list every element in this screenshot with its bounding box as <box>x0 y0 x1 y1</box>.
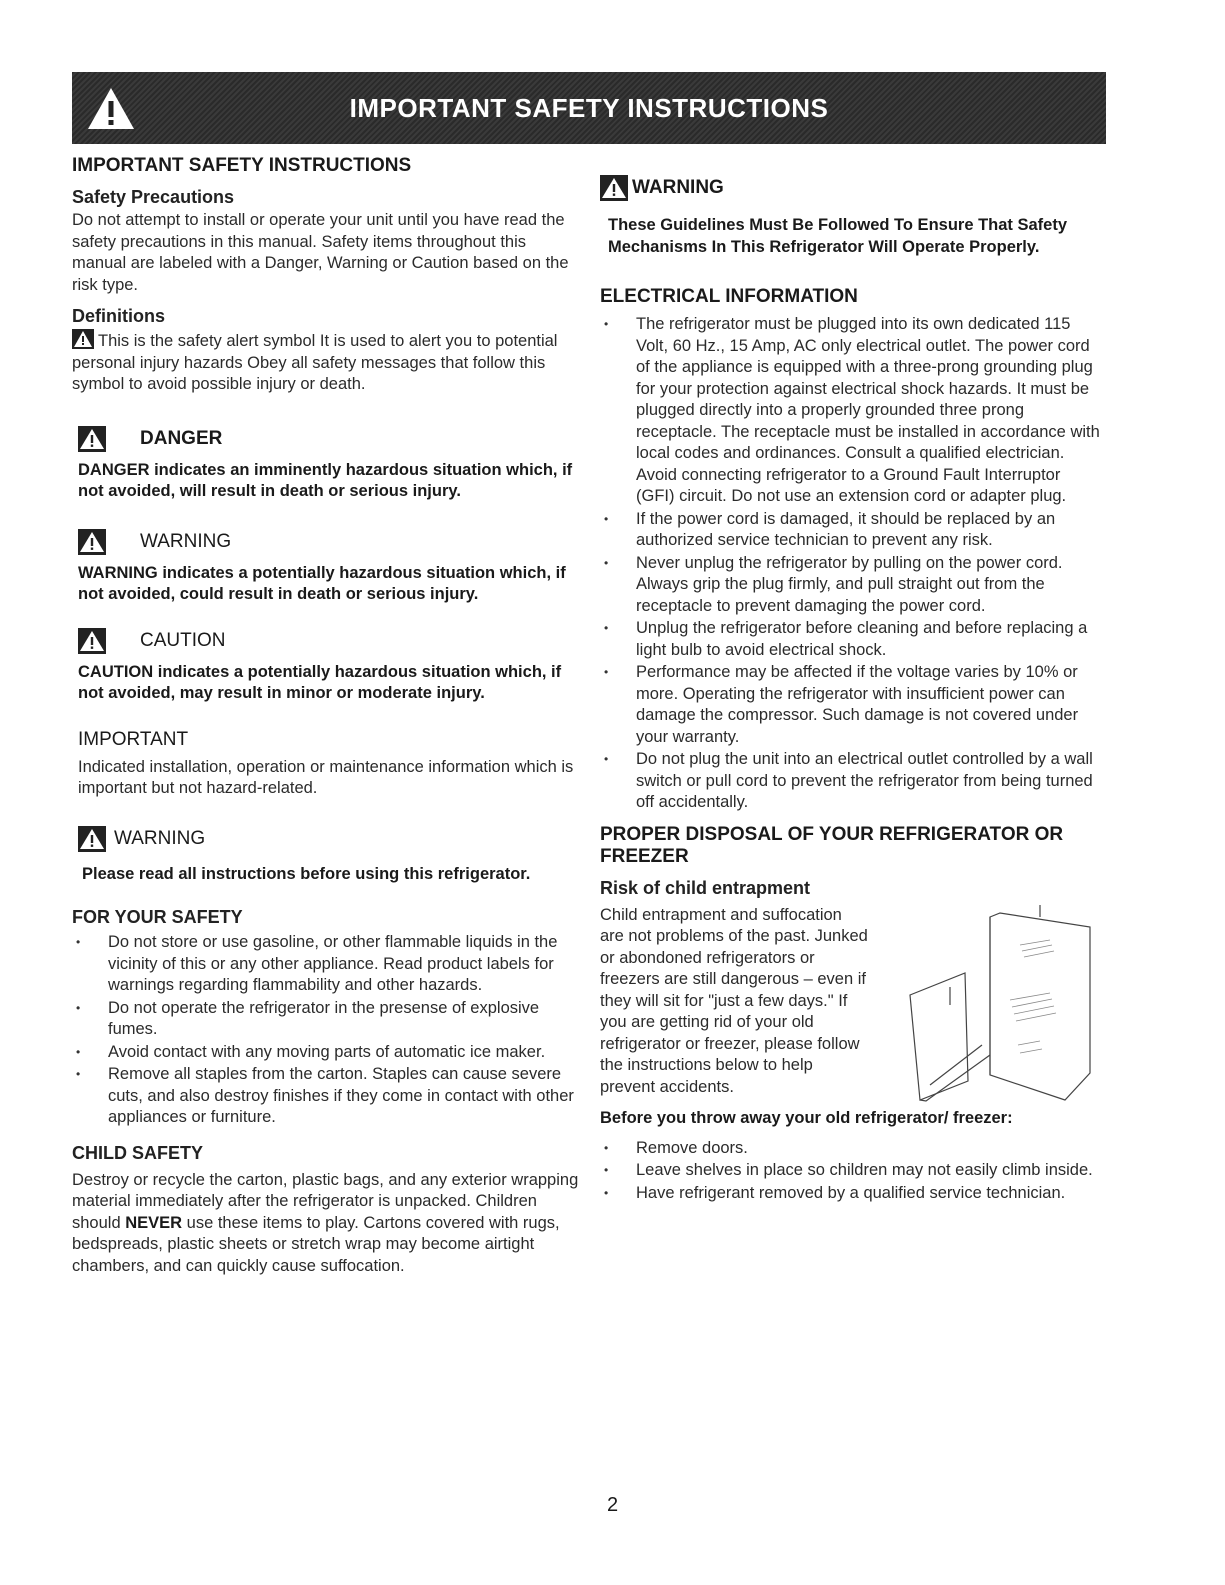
page-number: 2 <box>606 1494 619 1516</box>
caution-label: CAUTION <box>140 629 226 651</box>
entrapment-text: Child entrapment and suffocation are not problems of the past. Junked or abondoned refrigerators or freezers are still dangerous – even if they will sit for "just a few days." If you are getting rid of your old refrigerator or freezer, please follow the instructions below to help prevent accidents. <box>600 905 868 1096</box>
list-item: • Do not plug the unit into an electrical outlet controlled by a wall switch or pull cord to prevent the refrigerator from being turned off accidentally. <box>600 749 1100 814</box>
safety-precautions-text: Do not attempt to install or operate your unit until you have read the safety precautions in this manual. Safety items throughout this manual are labeled with a Danger, Warning or Caution based on the risk type. <box>72 211 569 294</box>
caution-alert-icon <box>78 628 106 654</box>
right-warning-label: WARNING <box>632 177 724 198</box>
child-safety-text: Destroy or recycle the carton, plastic bags, and any exterior wrapping material immediately after the refrigerator is unpacked. Children should NEVER use these items to play. Cartons covered with rugs, bedspreads, plastic sheets or stretch wrap may become airtight chambers, and can quickly cause suffocation. <box>72 1170 579 1275</box>
safety-alert-icon <box>72 329 94 349</box>
definitions-paragraph <box>72 329 582 396</box>
warning2-text: Please read all instructions before using this refrigerator. <box>82 864 531 883</box>
warning2-label: WARNING <box>114 827 206 849</box>
list-item: • Have refrigerant removed by a qualified service technician. <box>600 1183 1100 1205</box>
danger-text: DANGER indicates an imminently hazardous situation which, if not avoided, will result in death or serious injury. <box>78 460 573 500</box>
list-item: • Remove all staples from the carton. Staples can cause severe cuts, and also destroy finishes if they come in contact with other appliances or furniture. <box>72 1064 582 1129</box>
warning-triangle-icon <box>86 85 136 131</box>
right-warning-signal <box>600 175 1100 201</box>
entrapment-block <box>600 905 1100 1099</box>
danger-signal <box>78 426 582 452</box>
warning-signal <box>78 529 582 555</box>
list-item: • Remove doors. <box>600 1138 1100 1160</box>
warning-label: WARNING <box>140 530 232 552</box>
list-item: • Do not operate the refrigerator in the presense of explosive fumes. <box>72 998 582 1041</box>
never-emphasis: NEVER <box>125 1213 183 1232</box>
before-throw-title: Before you throw away your old refrigerator/ freezer: <box>600 1109 1013 1127</box>
warning2-signal <box>78 826 582 852</box>
warning-alert-icon <box>78 529 106 555</box>
list-item: • Leave shelves in place so children may not easily climb inside. <box>600 1160 1100 1182</box>
child-safety-title: CHILD SAFETY <box>72 1142 204 1163</box>
right-column <box>600 155 1100 1205</box>
list-item: • Performance may be affected if the voltage varies by 10% or more. Operating the refrigerator with insufficient power can damage the compressor. Such damage is not covered under your warranty. <box>600 662 1100 748</box>
electrical-list <box>600 314 1100 814</box>
caution-text: CAUTION indicates a potentially hazardous situation which, if not avoided, may result in minor or moderate injury. <box>78 662 562 702</box>
list-item: • Never unplug the refrigerator by pulling on the power cord. Always grip the plug firmly, and pull straight out from the receptacle to prevent damaging the power cord. <box>600 553 1100 618</box>
caution-signal <box>78 628 582 654</box>
disposal-title: PROPER DISPOSAL OF YOUR REFRIGERATOR OR FREEZER <box>600 823 1064 867</box>
danger-label: DANGER <box>140 427 223 449</box>
safety-precautions-title: Safety Precautions <box>72 187 235 207</box>
refrigerator-illustration-icon <box>890 905 1100 1115</box>
right-warning-alert-icon <box>600 175 628 201</box>
warning2-alert-icon <box>78 826 106 852</box>
list-item: • If the power cord is damaged, it should be replaced by an authorized service technician to prevent any risk. <box>600 509 1100 552</box>
right-warning-text: These Guidelines Must Be Followed To Ensure That Safety Mechanisms In This Refrigerator Will Operate Properly. <box>608 216 1068 256</box>
for-your-safety-list <box>72 932 582 1129</box>
for-your-safety-title: FOR YOUR SAFETY <box>72 907 243 927</box>
header-banner <box>72 72 1106 144</box>
section-heading: IMPORTANT SAFETY INSTRUCTIONS <box>72 155 412 176</box>
disposal-subtitle: Risk of child entrapment <box>600 877 811 898</box>
important-text: Indicated installation, operation or maintenance information which is important but not hazard-related. <box>78 757 574 797</box>
left-column <box>72 155 582 1277</box>
definitions-title: Definitions <box>72 306 165 326</box>
list-item: • Avoid contact with any moving parts of automatic ice maker. <box>72 1042 582 1064</box>
banner-title: IMPORTANT SAFETY INSTRUCTIONS <box>349 92 829 123</box>
important-label: IMPORTANT <box>78 728 189 750</box>
warning-text: WARNING indicates a potentially hazardous situation which, if not avoided, could result in death or serious injury. <box>78 563 566 603</box>
list-item: • The refrigerator must be plugged into its own dedicated 115 Volt, 60 Hz., 15 Amp, AC only electrical outlet. The power cord of the appliance is equipped with a three-prong grounding plug for your protection against electrical shock hazards. It must be plugged directly into a properly grounded three prong receptacle. The receptacle must be installed in accordance with local codes and ordinances. Consult a qualified electrician. Avoid connecting refrigerator to a Ground Fault Interruptor (GFI) circuit. Do not use an extension cord or adapter plug. <box>600 314 1100 508</box>
list-item: • Unplug the refrigerator before cleaning and before replacing a light bulb to avoid electrical shock. <box>600 618 1100 661</box>
electrical-title: ELECTRICAL INFORMATION <box>600 286 858 307</box>
disposal-list <box>600 1138 1100 1205</box>
danger-alert-icon <box>78 426 106 452</box>
definitions-text: This is the safety alert symbol It is used to alert you to potential personal injury hazards Obey all safety messages that follow this symbol to avoid possible injury or death. <box>72 332 558 393</box>
list-item: • Do not store or use gasoline, or other flammable liquids in the vicinity of this or any other appliance. Read product labels for warnings regarding flammability and other hazards. <box>72 932 582 997</box>
